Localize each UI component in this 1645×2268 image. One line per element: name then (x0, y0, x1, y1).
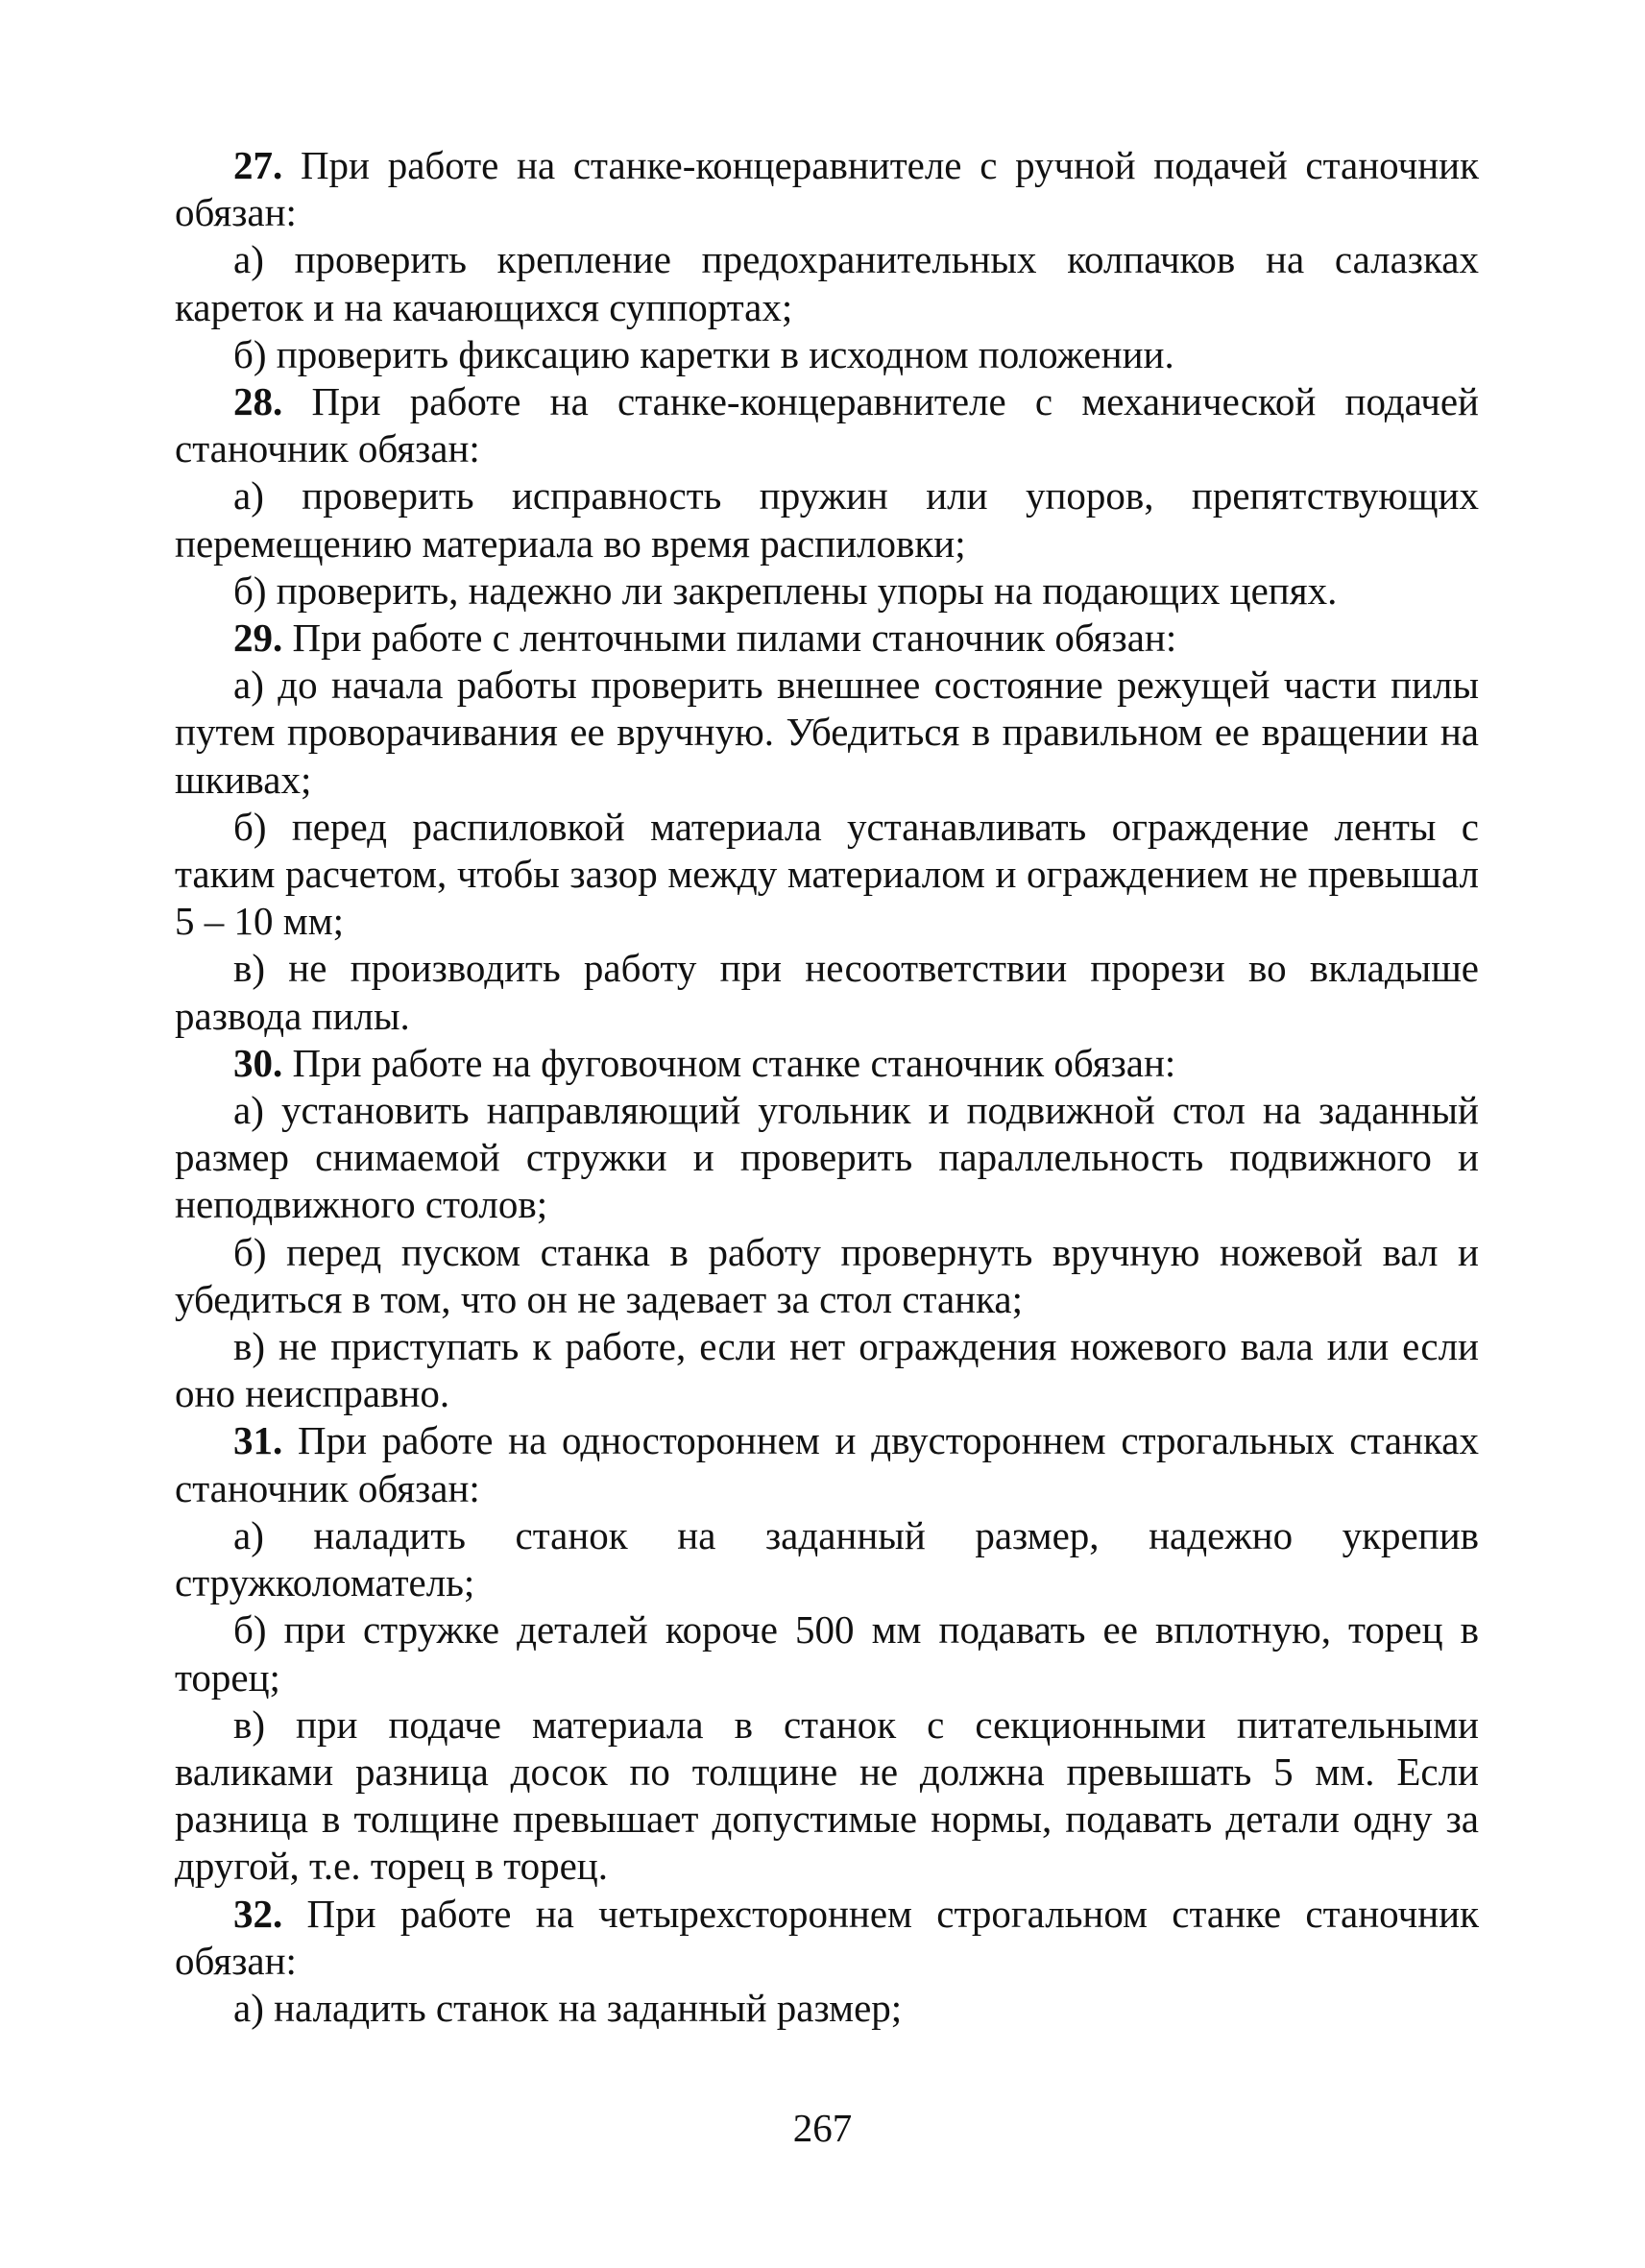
section-intro: При работе на четырехстороннем строгальном станке станочник обязан: (175, 1891, 1479, 1983)
list-item: б) при стружке деталей короче 500 мм подавать ее вплотную, торец в торец; (175, 1607, 1479, 1700)
section-number: 30. (233, 1040, 283, 1085)
list-item: а) проверить крепление предохранительных колпачков на салазках кареток и на качающихся суппортах; (175, 237, 1479, 329)
list-item: в) не приступать к работе, если нет ограждения ножевого вала или если оно неисправно. (175, 1324, 1479, 1416)
section-27 (175, 142, 1479, 378)
section-number: 32. (233, 1891, 283, 1936)
section-intro: При работе на станке-концеравнителе с ручной подачей станочник обязан: (175, 143, 1479, 235)
section-30 (175, 1040, 1479, 1418)
list-item: а) наладить станок на заданный размер, надежно укрепив стружколоматель; (175, 1512, 1479, 1605)
section-heading (175, 1891, 1479, 1985)
section-29 (175, 615, 1479, 1040)
list-item: в) не производить работу при несоответствии прорези во вкладыше развода пилы. (175, 946, 1479, 1038)
section-number: 27. (233, 143, 283, 187)
list-item: б) перед пуском станка в работу провернуть вручную ножевой вал и убедиться в том, что он не задевает за стол станка; (175, 1229, 1479, 1321)
section-32 (175, 1891, 1479, 2033)
section-28 (175, 378, 1479, 615)
section-intro: При работе на станке-концеравнителе с механической подачей станочник обязан: (175, 379, 1479, 471)
list-item: а) проверить исправность пружин или упоров, препятствующих перемещению материала во время распиловки; (175, 473, 1479, 566)
section-heading (175, 142, 1479, 236)
list-item: а) до начала работы проверить внешнее состояние режущей части пилы путем проворачивания ее вручную. Убедиться в правильном ее вращении на шкивах; (175, 663, 1479, 802)
section-heading (175, 1040, 1479, 1087)
list-item: б) проверить, надежно ли закреплены упоры на подающих цепях. (233, 567, 1338, 613)
list-item: а) установить направляющий угольник и подвижной стол на заданный размер снимаемой стружки и проверить параллельность подвижного и неподвижного столов; (175, 1088, 1479, 1227)
section-31 (175, 1417, 1479, 1890)
section-number: 29. (233, 615, 283, 661)
section-heading (175, 1417, 1479, 1511)
section-intro: При работе на фуговочном станке станочник обязан: (282, 1040, 1176, 1085)
list-item: б) проверить фиксацию каретки в исходном положении. (233, 331, 1174, 376)
document-body (175, 142, 1479, 2032)
section-intro: При работе с ленточными пилами станочник обязан: (282, 615, 1177, 661)
list-item: в) при подаче материала в станок с секционными питательными валиками разница досок по толщине не должна превышать 5 мм. Если разница в толщине превышает допустимые нормы, подавать детали одну за другой, т.е. торец в торец. (175, 1701, 1479, 1889)
section-intro: При работе на одностороннем и двустороннем строгальных станках станочник обязан: (175, 1418, 1479, 1510)
page-number: 267 (792, 2106, 853, 2150)
section-number: 31. (233, 1418, 283, 1463)
list-item: а) наладить станок на заданный размер; (233, 1985, 903, 2030)
section-number: 28. (233, 379, 283, 424)
section-heading (175, 615, 1479, 662)
list-item: б) перед распиловкой материала устанавливать ограждение ленты с таким расчетом, чтобы зазор между материалом и ограждением не превышал 5 – 10 мм; (175, 804, 1479, 944)
section-heading (175, 378, 1479, 472)
